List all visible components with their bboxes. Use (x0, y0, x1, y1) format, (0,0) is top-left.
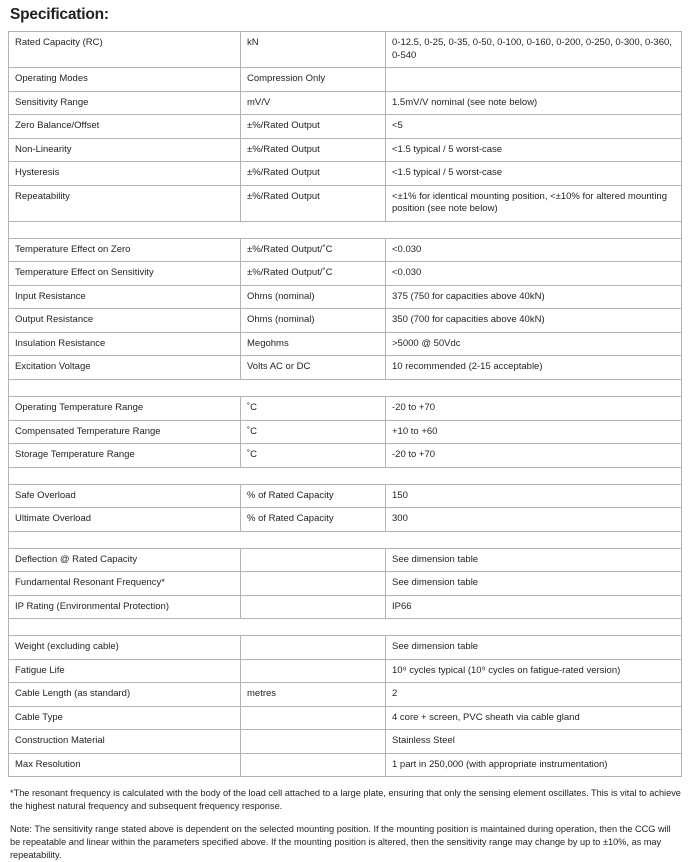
cell-value: <0.030 (386, 262, 682, 286)
cell-parameter: Compensated Temperature Range (9, 420, 241, 444)
footnote-sensitivity-note: Note: The sensitivity range stated above is dependent on the selected mounting position. If the mounting position is maintained during operation, then the CCG will be repeatable and linear within the parameters specified above. If the mounting position is altered, then the sensitivity range may change by up to ±10%, as may repeatability. (10, 823, 671, 860)
cell-parameter: Output Resistance (9, 309, 241, 333)
page-title: Specification: (10, 6, 109, 23)
table-row (9, 91, 682, 115)
cell-parameter: Rated Capacity (RC) (9, 32, 241, 68)
cell-value: 0-12.5, 0-25, 0-35, 0-50, 0-100, 0-160, 0-200, 0-250, 0-300, 0-360, 0-540 (386, 32, 682, 68)
table-row (9, 68, 682, 92)
table-row (9, 444, 682, 468)
table-spacer-cell (9, 531, 682, 548)
cell-units: Megohms (241, 332, 386, 356)
cell-parameter: Non-Linearity (9, 138, 241, 162)
cell-parameter: Sensitivity Range (9, 91, 241, 115)
cell-units: metres (241, 683, 386, 707)
table-spacer-cell (9, 379, 682, 396)
cell-value: Stainless Steel (386, 730, 682, 754)
cell-value: <1.5 typical / 5 worst-case (386, 162, 682, 186)
cell-units: Volts AC or DC (241, 356, 386, 380)
cell-value: 1.5mV/V nominal (see note below) (386, 91, 682, 115)
cell-parameter: Ultimate Overload (9, 508, 241, 532)
cell-parameter: Repeatability (9, 185, 241, 221)
footnote-resonant-frequency: *The resonant frequency is calculated with the body of the load cell attached to a large plate, ensuring that only the sensing element oscillates. This is vital to achieve the highest natural frequency and subsequent frequency response. (10, 788, 681, 812)
table-row (9, 185, 682, 221)
table-row (9, 753, 682, 777)
cell-value: -20 to +70 (386, 444, 682, 468)
cell-units: ±%/Rated Output (241, 138, 386, 162)
table-spacer-cell (9, 467, 682, 484)
cell-units (241, 659, 386, 683)
cell-units: ±%/Rated Output/˚C (241, 238, 386, 262)
table-row (9, 32, 682, 68)
cell-units (241, 706, 386, 730)
cell-value: 10 recommended (2-15 acceptable) (386, 356, 682, 380)
specification-table-body (9, 32, 682, 777)
table-row (9, 396, 682, 420)
table-row (9, 162, 682, 186)
cell-parameter: Operating Modes (9, 68, 241, 92)
cell-units: Compression Only (241, 68, 386, 92)
table-row (9, 484, 682, 508)
cell-units: % of Rated Capacity (241, 508, 386, 532)
table-row (9, 572, 682, 596)
cell-units: ±%/Rated Output/˚C (241, 262, 386, 286)
table-row (9, 548, 682, 572)
table-row (9, 138, 682, 162)
cell-value: <0.030 (386, 238, 682, 262)
table-spacer-row (9, 467, 682, 484)
cell-units (241, 636, 386, 660)
table-row (9, 356, 682, 380)
cell-units: kN (241, 32, 386, 68)
cell-value: <1.5 typical / 5 worst-case (386, 138, 682, 162)
table-row (9, 595, 682, 619)
cell-value: >5000 @ 50Vdc (386, 332, 682, 356)
table-row (9, 659, 682, 683)
cell-parameter: Cable Type (9, 706, 241, 730)
table-row (9, 683, 682, 707)
cell-parameter: Insulation Resistance (9, 332, 241, 356)
table-spacer-cell (9, 619, 682, 636)
cell-parameter: Input Resistance (9, 285, 241, 309)
cell-value: 375 (750 for capacities above 40kN) (386, 285, 682, 309)
cell-parameter: Temperature Effect on Zero (9, 238, 241, 262)
table-row (9, 262, 682, 286)
cell-units: Ohms (nominal) (241, 285, 386, 309)
table-spacer-row (9, 619, 682, 636)
cell-units (241, 572, 386, 596)
table-spacer-row (9, 221, 682, 238)
cell-units: % of Rated Capacity (241, 484, 386, 508)
cell-value: 10⁸ cycles typical (10⁹ cycles on fatigue-rated version) (386, 659, 682, 683)
cell-parameter: Excitation Voltage (9, 356, 241, 380)
table-row (9, 706, 682, 730)
cell-value: 1 part in 250,000 (with appropriate instrumentation) (386, 753, 682, 777)
cell-units (241, 595, 386, 619)
cell-parameter: Deflection @ Rated Capacity (9, 548, 241, 572)
cell-value: <±1% for identical mounting position, <±10% for altered mounting position (see note below) (386, 185, 682, 221)
cell-value: <5 (386, 115, 682, 139)
table-row (9, 238, 682, 262)
table-row (9, 115, 682, 139)
cell-parameter: Fatigue Life (9, 659, 241, 683)
cell-units: ˚C (241, 420, 386, 444)
table-spacer-cell (9, 221, 682, 238)
cell-value: See dimension table (386, 636, 682, 660)
cell-value: 350 (700 for capacities above 40kN) (386, 309, 682, 333)
cell-units (241, 753, 386, 777)
cell-units: ±%/Rated Output (241, 115, 386, 139)
table-row (9, 285, 682, 309)
cell-units: ˚C (241, 444, 386, 468)
specification-table (8, 31, 682, 777)
cell-parameter: Zero Balance/Offset (9, 115, 241, 139)
cell-value: 150 (386, 484, 682, 508)
cell-parameter: IP Rating (Environmental Protection) (9, 595, 241, 619)
cell-parameter: Safe Overload (9, 484, 241, 508)
cell-value: 4 core + screen, PVC sheath via cable gland (386, 706, 682, 730)
cell-units: ±%/Rated Output (241, 185, 386, 221)
cell-value: IP66 (386, 595, 682, 619)
cell-units (241, 730, 386, 754)
cell-value: See dimension table (386, 548, 682, 572)
table-row (9, 420, 682, 444)
table-row (9, 636, 682, 660)
cell-value: 300 (386, 508, 682, 532)
cell-parameter: Storage Temperature Range (9, 444, 241, 468)
cell-parameter: Temperature Effect on Sensitivity (9, 262, 241, 286)
cell-units: ˚C (241, 396, 386, 420)
cell-units: Ohms (nominal) (241, 309, 386, 333)
cell-units: mV/V (241, 91, 386, 115)
cell-value: -20 to +70 (386, 396, 682, 420)
cell-parameter: Cable Length (as standard) (9, 683, 241, 707)
table-row (9, 309, 682, 333)
table-spacer-row (9, 379, 682, 396)
cell-value: +10 to +60 (386, 420, 682, 444)
cell-value: See dimension table (386, 572, 682, 596)
table-row (9, 508, 682, 532)
table-row (9, 730, 682, 754)
cell-parameter: Weight (excluding cable) (9, 636, 241, 660)
table-row (9, 332, 682, 356)
cell-units (241, 548, 386, 572)
notes-section (8, 787, 681, 861)
cell-value (386, 68, 682, 92)
cell-parameter: Operating Temperature Range (9, 396, 241, 420)
cell-value: 2 (386, 683, 682, 707)
cell-parameter: Construction Material (9, 730, 241, 754)
table-spacer-row (9, 531, 682, 548)
cell-parameter: Hysteresis (9, 162, 241, 186)
cell-parameter: Max Resolution (9, 753, 241, 777)
cell-parameter: Fundamental Resonant Frequency* (9, 572, 241, 596)
cell-units: ±%/Rated Output (241, 162, 386, 186)
